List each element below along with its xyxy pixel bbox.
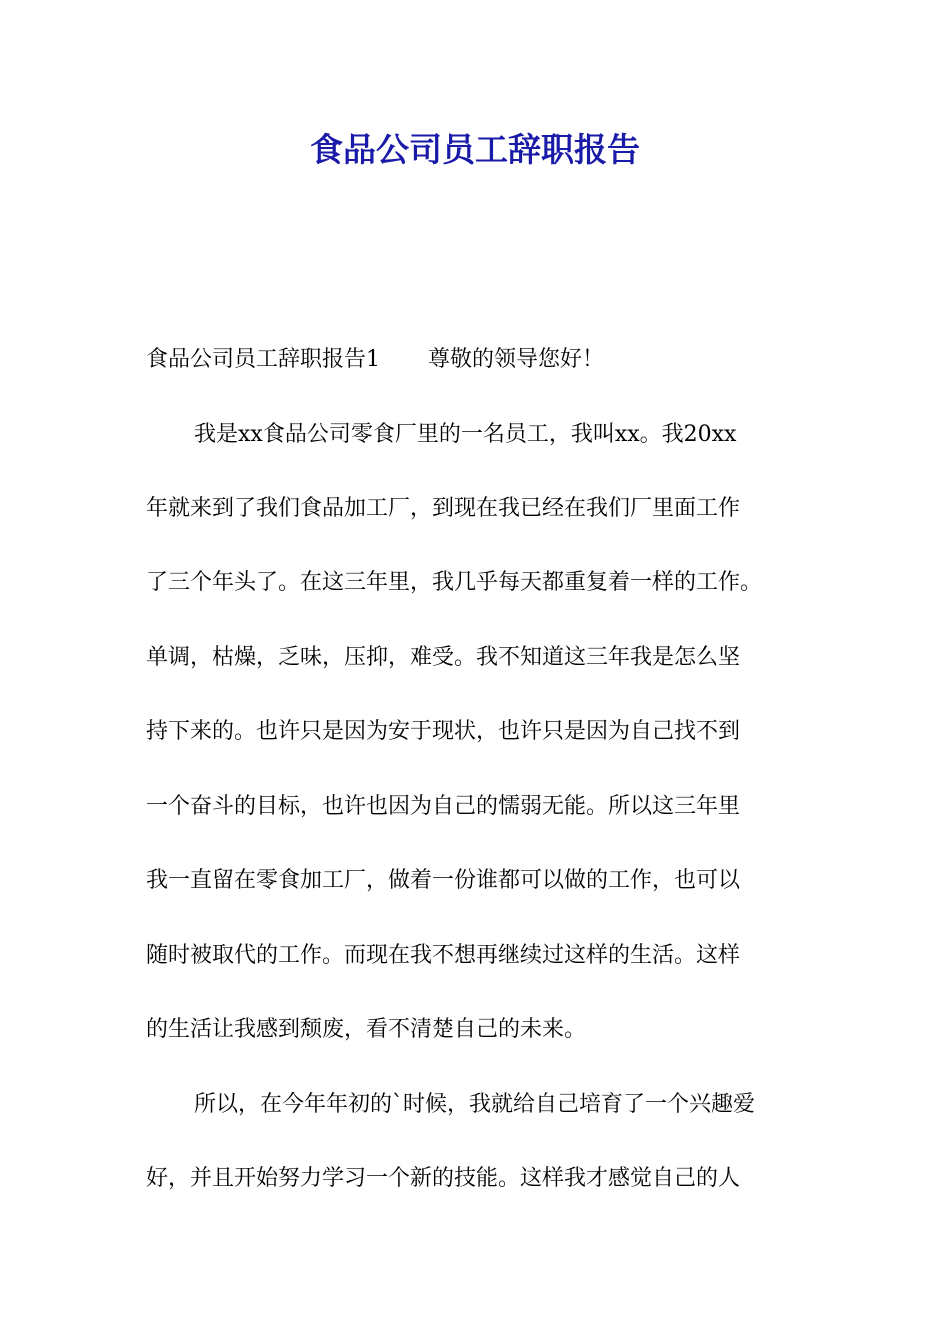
paragraph-line: 一个奋斗的目标，也许也因为自己的懦弱无能。所以这三年里 [146, 794, 741, 819]
paragraph-line: 单调，枯燥，乏味，压抑，难受。我不知道这三年我是怎么坚 [146, 645, 741, 670]
document-title: 食品公司员工辞职报告 [310, 130, 640, 169]
paragraph-line: 持下来的。也许只是因为安于现状，也许只是因为自己找不到 [146, 719, 741, 744]
paragraph-line: 的生活让我感到颓废，看不清楚自己的未来。 [146, 1017, 587, 1042]
paragraph-line: 我是xx食品公司零食厂里的一名员工，我叫xx。我20xx [194, 422, 737, 447]
report-heading: 食品公司员工辞职报告1 [146, 347, 380, 372]
greeting: 尊敬的领导您好！ [428, 347, 605, 372]
paragraph-line: 好，并且开始努力学习一个新的技能。这样我才感觉自己的人 [146, 1166, 741, 1191]
paragraph-line: 我一直留在零食加工厂，做着一份谁都可以做的工作，也可以 [146, 868, 741, 893]
paragraph-line: 随时被取代的工作。而现在我不想再继续过这样的生活。这样 [146, 943, 741, 968]
paragraph-line: 了三个年头了。在这三年里，我几乎每天都重复着一样的工作。 [146, 570, 763, 595]
paragraph-line: 年就来到了我们食品加工厂，到现在我已经在我们厂里面工作 [146, 496, 741, 521]
heading-line [146, 345, 604, 375]
paragraph-line: 所以，在今年年初的`时候，我就给自己培育了一个兴趣爱 [194, 1092, 756, 1117]
